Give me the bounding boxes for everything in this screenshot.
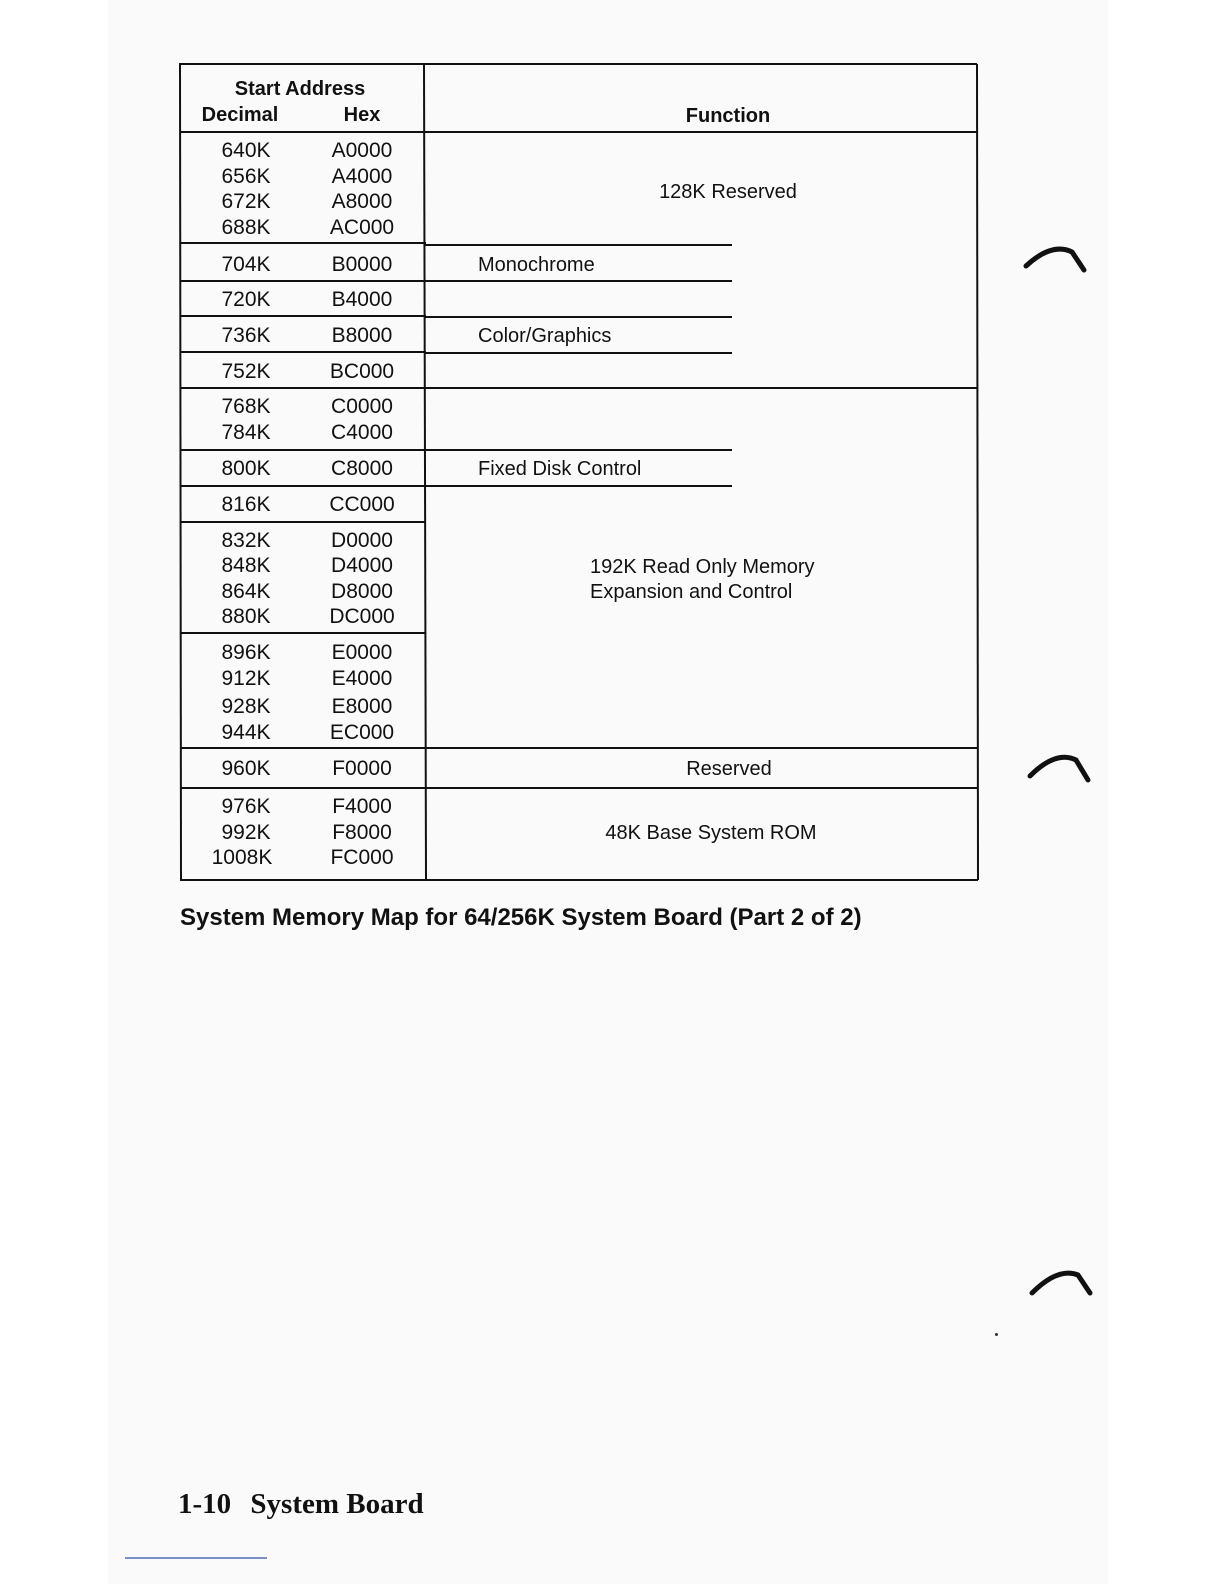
decimal-cell: 768K [221, 395, 271, 418]
table-border-left [180, 64, 181, 880]
tab-marker-icon [1026, 748, 1096, 788]
scan-edge-line [125, 1557, 267, 1559]
function-fixed-disk-control: Fixed Disk Control [478, 458, 642, 480]
function-color-graphics: Color/Graphics [478, 325, 612, 347]
start-address-header: Start Address [234, 78, 366, 100]
function-reserved: Reserved [686, 758, 772, 780]
page-number: 1-10 [178, 1488, 232, 1520]
hex-cell: B4000 [331, 288, 393, 311]
hex-cell: C0000 [331, 395, 393, 418]
decimal-cell: 752K [221, 360, 271, 383]
decimal-cell: 912K [221, 667, 271, 690]
hex-cell: BC000 [329, 360, 395, 383]
page-footer [178, 1488, 424, 1521]
decimal-cell: 960K [221, 757, 271, 780]
function-monochrome: Monochrome [478, 254, 595, 276]
hex-cell: E8000 [331, 695, 393, 718]
hex-cell: A0000 [331, 139, 393, 162]
hex-cell: DC000 [329, 605, 395, 628]
hex-cell: C4000 [331, 421, 393, 444]
section-title: System Board [250, 1488, 424, 1520]
decimal-cell: 944K [221, 721, 271, 744]
hex-cell: D0000 [331, 529, 393, 552]
function-128k-reserved: 128K Reserved [659, 181, 797, 203]
table-border-right [977, 64, 978, 880]
decimal-cell: 784K [221, 421, 271, 444]
hex-cell: D8000 [331, 580, 393, 603]
scan-speck [995, 1333, 998, 1336]
hex-cell: B8000 [331, 324, 393, 347]
decimal-cell: 640K [221, 139, 271, 162]
hex-cell: E0000 [331, 641, 393, 664]
tab-marker-icon [1028, 1263, 1098, 1303]
tab-marker-icon [1022, 240, 1092, 280]
hex-cell: EC000 [329, 721, 395, 744]
decimal-cell: 800K [221, 457, 271, 480]
hex-cell: F0000 [332, 757, 392, 780]
decimal-cell: 688K [221, 216, 271, 239]
decimal-cell: 896K [221, 641, 271, 664]
hex-cell: CC000 [329, 493, 395, 516]
hex-cell: F4000 [332, 795, 392, 818]
decimal-cell: 672K [221, 190, 271, 213]
decimal-cell: 736K [221, 324, 271, 347]
hex-header: Hex [343, 104, 381, 126]
decimal-cell: 848K [221, 554, 271, 577]
hex-cell: B0000 [331, 253, 393, 276]
decimal-cell: 656K [221, 165, 271, 188]
decimal-cell: 880K [221, 605, 271, 628]
function-rom-expansion-line2: Expansion and Control [590, 581, 793, 603]
decimal-cell: 992K [221, 821, 271, 844]
decimal-cell: 928K [221, 695, 271, 718]
hex-cell: C8000 [331, 457, 393, 480]
column-divider [424, 64, 426, 880]
hex-cell: E4000 [331, 667, 393, 690]
decimal-cell: 816K [221, 493, 271, 516]
hex-cell: FC000 [330, 846, 394, 869]
function-header: Function [685, 105, 771, 127]
decimal-cell: 1008K [211, 846, 273, 869]
function-48k-base-rom: 48K Base System ROM [605, 822, 817, 844]
hex-cell: D4000 [331, 554, 393, 577]
hex-cell: A8000 [331, 190, 393, 213]
decimal-cell: 720K [221, 288, 271, 311]
decimal-cell: 976K [221, 795, 271, 818]
hex-cell: AC000 [329, 216, 395, 239]
hex-cell: F8000 [332, 821, 392, 844]
table-caption: System Memory Map for 64/256K System Board (Part 2 of 2) [180, 904, 862, 931]
decimal-cell: 832K [221, 529, 271, 552]
function-rom-expansion-line1: 192K Read Only Memory [590, 556, 815, 578]
decimal-cell: 864K [221, 580, 271, 603]
decimal-cell: 704K [221, 253, 271, 276]
decimal-header: Decimal [201, 104, 279, 126]
hex-cell: A4000 [331, 165, 393, 188]
